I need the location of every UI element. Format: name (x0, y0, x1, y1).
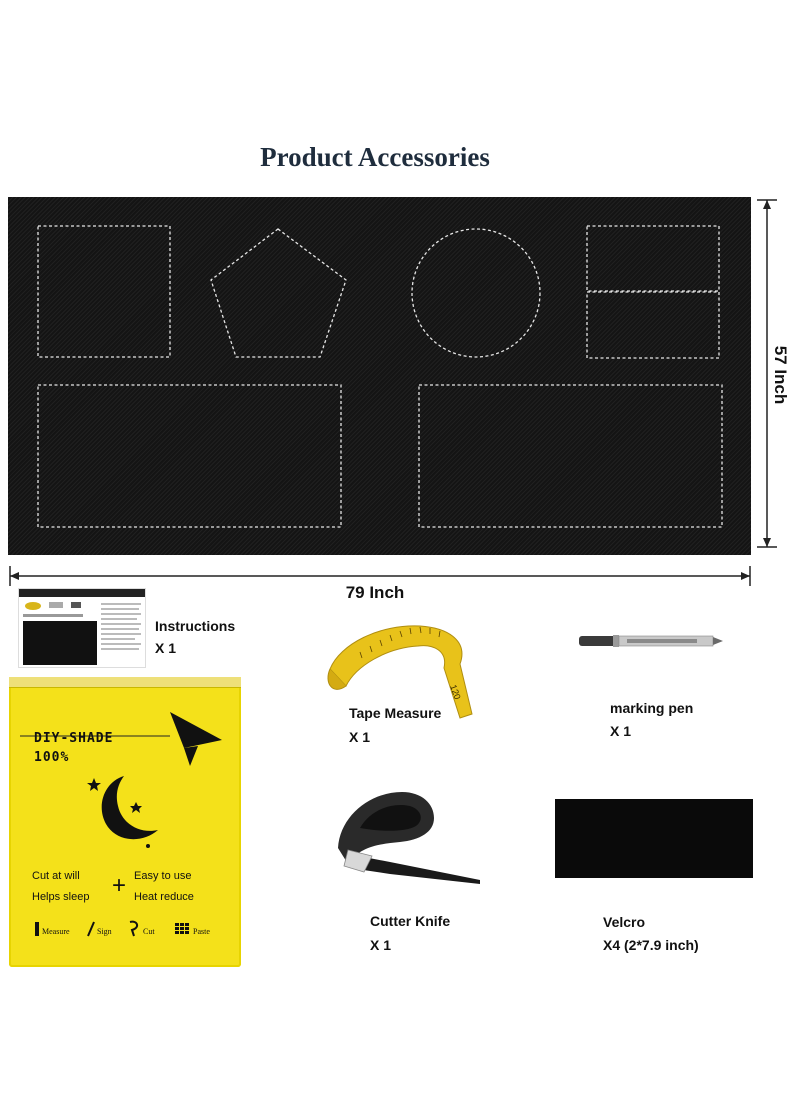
marking-pen-label: marking pen (610, 700, 694, 716)
width-dimension-label: 79 Inch (345, 583, 405, 602)
step-measure: Measure (42, 927, 70, 936)
instructions-sheet-icon (19, 589, 145, 667)
marking-pen-icon (577, 631, 727, 651)
feature-easy-to-use: Easy to use (134, 870, 192, 882)
height-dimension-label: 57 Inch (771, 345, 790, 405)
tape-measure-label: Tape Measure (349, 705, 442, 721)
feature-cut-at-will: Cut at will (32, 870, 80, 882)
paste-step-icon (174, 922, 190, 936)
cut-template-shapes (8, 197, 751, 555)
step-paste: Paste (193, 927, 210, 936)
package-zip-strip (9, 677, 241, 688)
marking-pen-qty: X 1 (610, 723, 632, 739)
package-percent: 100% (34, 750, 70, 765)
measure-step-icon (32, 921, 42, 937)
feature-helps-sleep: Helps sleep (32, 891, 90, 903)
instructions-label: Instructions (155, 618, 236, 634)
template-small-rect-bottom (587, 292, 719, 358)
tape-measure-qty: X 1 (349, 729, 371, 745)
cut-step-icon (128, 920, 142, 938)
template-circle (412, 229, 540, 357)
template-pentagon (211, 229, 346, 357)
instructions-sheet-image (18, 588, 146, 668)
template-large-rect-left (38, 385, 341, 527)
page-title: Product Accessories (260, 142, 490, 172)
package-brand: DIY-SHADE (34, 731, 114, 746)
page-curl-icon (160, 708, 230, 768)
template-small-rect-top (587, 226, 719, 291)
template-square (38, 226, 170, 357)
sign-step-icon (86, 921, 96, 937)
step-cut: Cut (143, 927, 155, 936)
blackout-curtain-panel (8, 197, 751, 555)
cutter-knife-qty: X 1 (370, 937, 392, 953)
velcro-label: Velcro (603, 914, 646, 930)
instructions-qty: X 1 (155, 640, 177, 656)
velcro-qty: X4 (2*7.9 inch) (603, 937, 699, 953)
tape-measure-number: 120 (448, 683, 463, 701)
feature-heat-reduce: Heat reduce (134, 891, 194, 903)
step-sign: Sign (97, 927, 112, 936)
template-large-rect-right (419, 385, 722, 527)
moon-stars-icon (84, 768, 174, 852)
cutter-knife-icon (330, 788, 490, 888)
plus-icon: + (112, 872, 127, 899)
velcro-strip-image (555, 799, 753, 878)
cutter-knife-label: Cutter Knife (370, 913, 451, 929)
